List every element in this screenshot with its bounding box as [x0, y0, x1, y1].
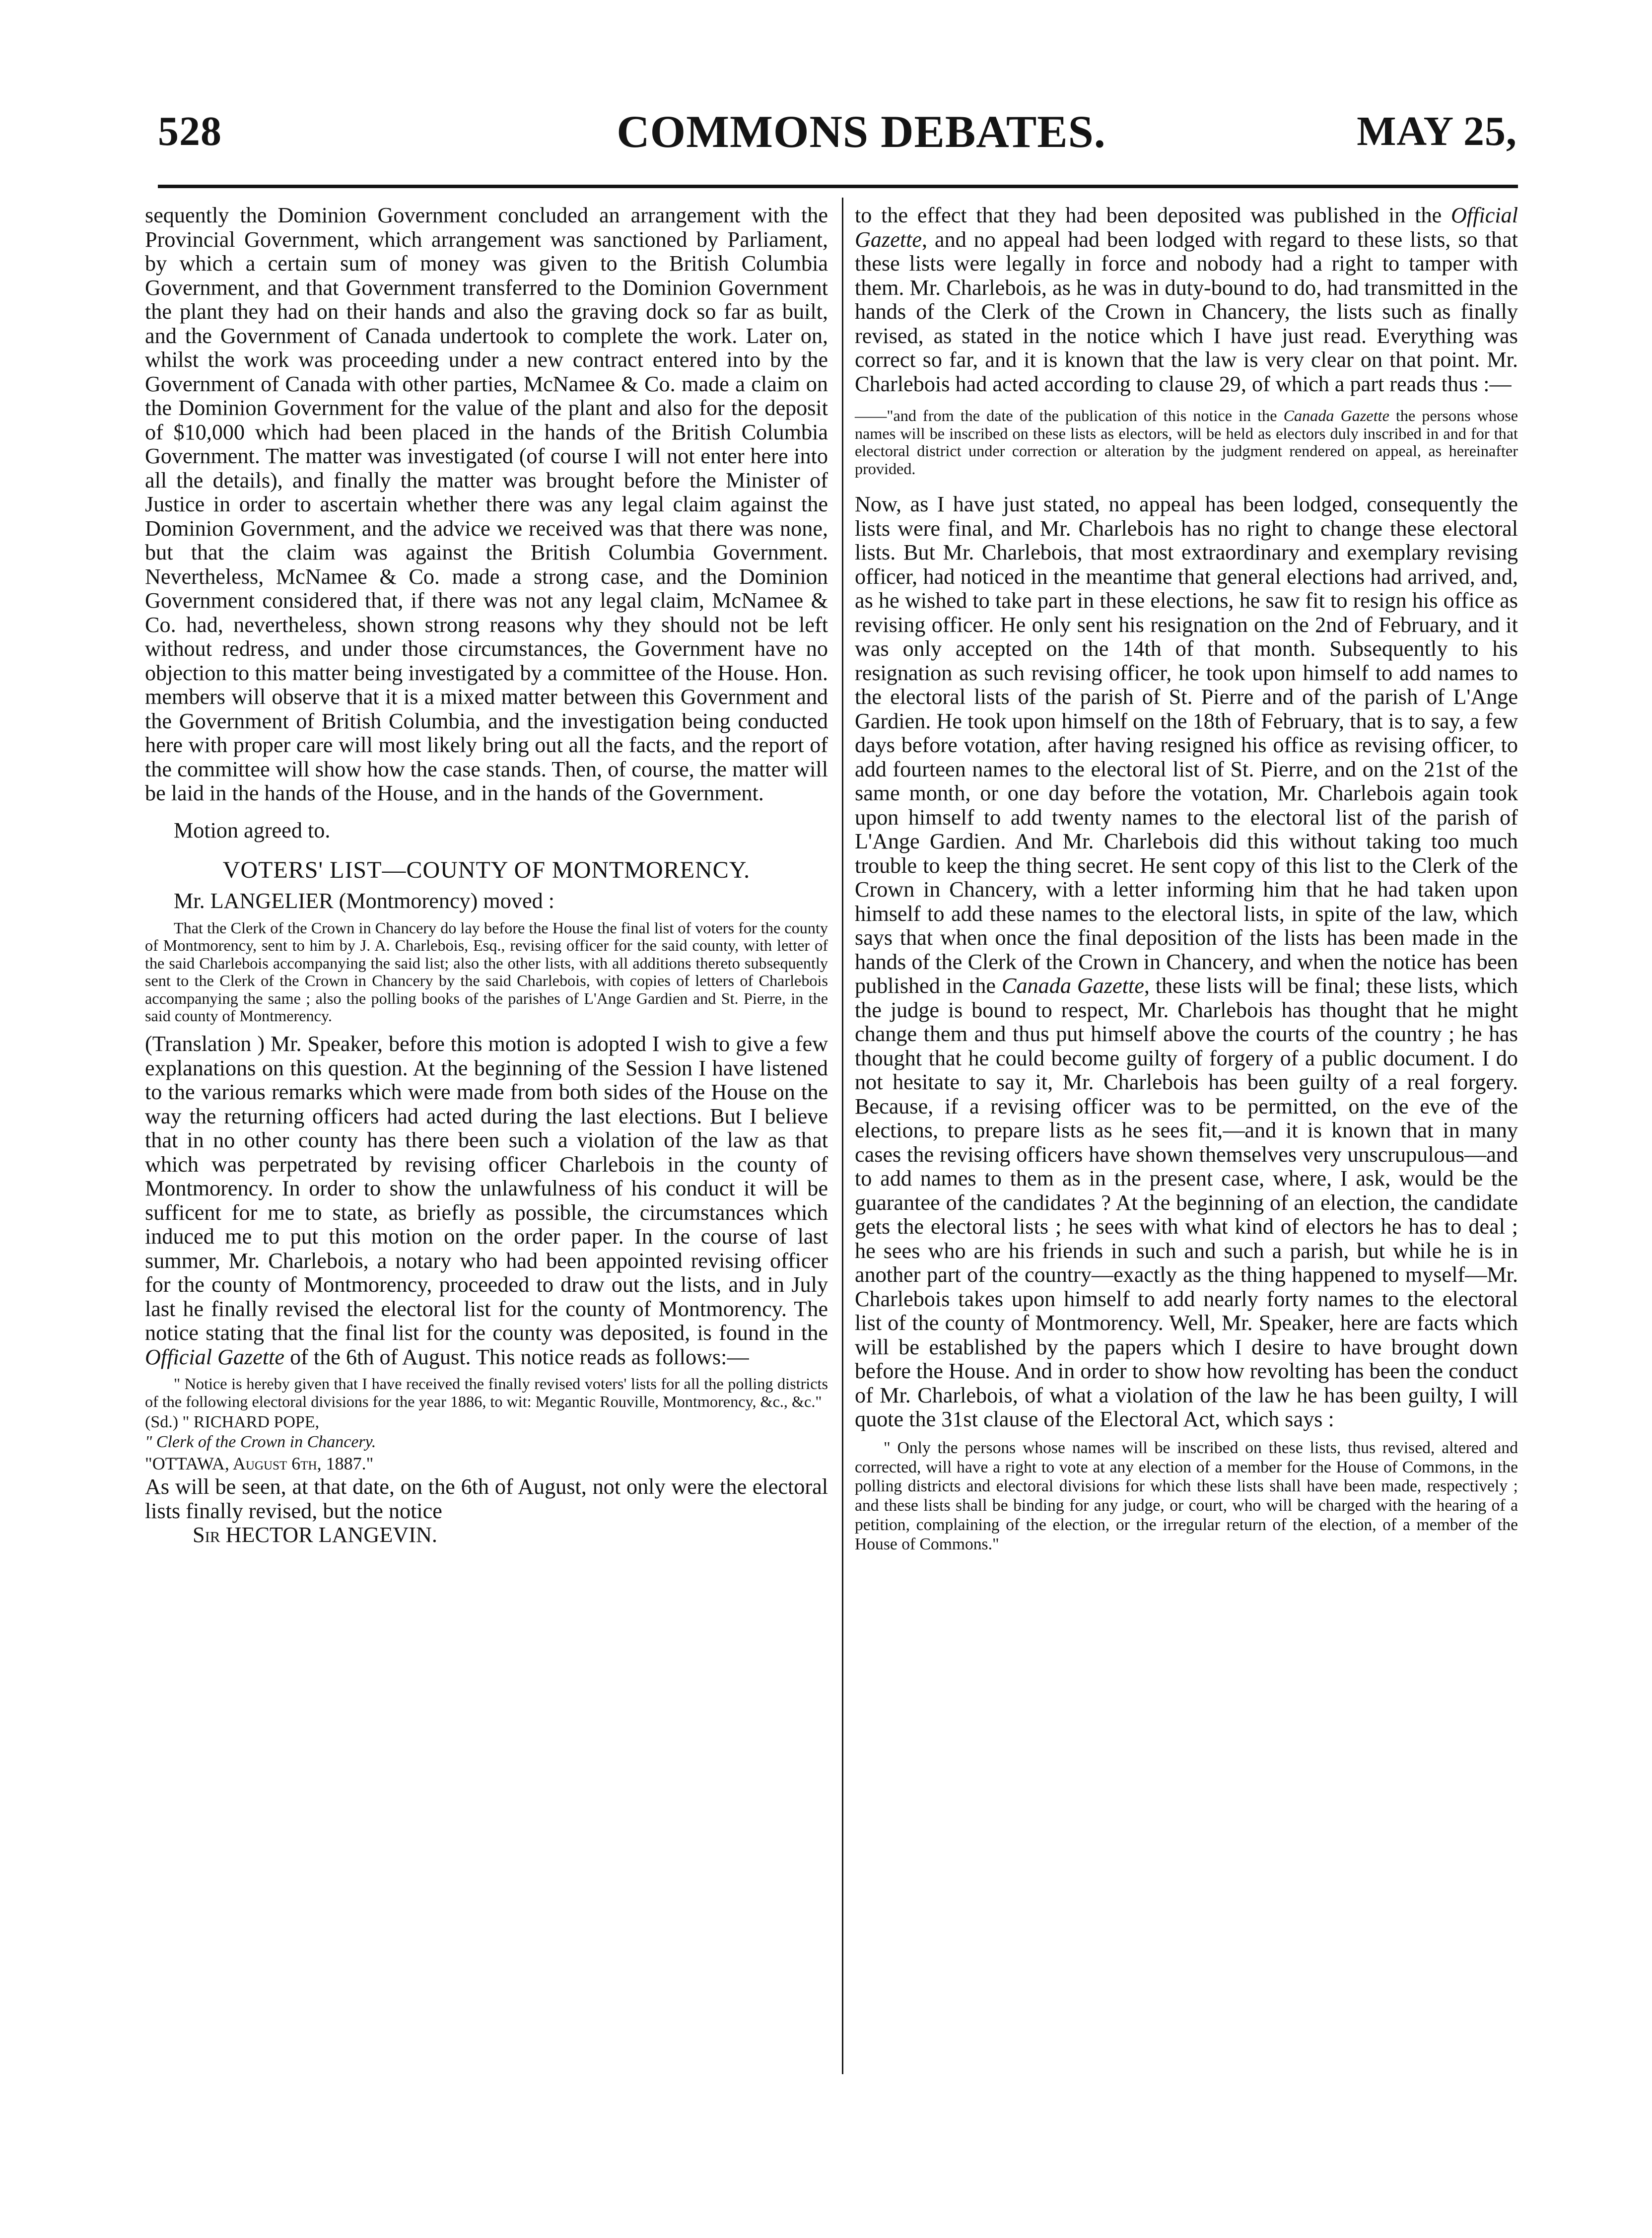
- paragraph: [855, 204, 1518, 396]
- signature-title: " Clerk of the Crown in Chancery.: [145, 1433, 376, 1452]
- text-run: the persons whose names will be inscribed on these lists as electors, will be held as electors duly inscribed in and for that electoral district under correction or alteration by the judgment rendered on appeal, as hereinafter provided.: [855, 407, 1518, 478]
- footer-speaker: Sir HECTOR LANGEVIN.: [193, 1523, 437, 1547]
- italic-text: Canada Gazette: [1283, 407, 1389, 424]
- signature-name: (Sd.) " RICHARD POPE,: [145, 1413, 320, 1432]
- paragraph: sequently the Dominion Government concluded an arrangement with the Provincial Government, which arrangement was sanctioned by Parliament, by which a certain sum of money was given to the British Columbia Government, and that Government transferred to the Dominion Government the plant they had on their hands and also the graving dock so far as built, and the Government of Canada undertook to complete the work. Later on, whilst the work was proceeding under a new contract entered into by the Government of Canada with other parties, McNamee & Co. made a claim on the Dominion Government for the value of the plant and also for the deposit of $10,000 which had been placed in the hands of the British Columbia Government. The matter was investigated (of course I will not enter here into all the details), and finally the matter was brought before the Minister of Justice in order to ascertain whether there was any legal claim against the Dominion Government, and the advice we received was that there was none, but that the claim was against the British Columbia Government. Nevertheless, McNamee & Co. made a strong case, and the Dominion Government considered that, if there was not any legal claim, McNamee & Co. had, nevertheless, shown strong reasons why they should not be left without redress, and under those circumstances, the Government have no objection to this matter being investigated by a committee of the House. Hon. members will observe that it is a mixed matter between this Government and the Government of British Columbia, and the investigation being conducted here with proper care will most likely bring out all the facts, and the report of the committee will show how the case stands. Then, of course, the matter will be laid in the hands of the House, and in the hands of the Government.: [145, 203, 828, 805]
- text-run: to the effect that they had been deposited was published in the: [855, 203, 1451, 227]
- page-number: 528: [158, 108, 222, 154]
- clause-quote: [855, 407, 1518, 478]
- motion-text: That the Clerk of the Crown in Chancery do lay before the House the final list of voters for the county of Montmorency, sent to him by J. A. Charlebois, Esq., revising officer for the said county, with letter of the said Charlebois accompanying the said list; also the other lists, with all additions thereto subsequently sent to the Clerk of the Crown in Chancery by the said Charlebois, with copies of letters of Charlebois accompanying the same ; also the polling books of the parishes of L'Ange Gardien and St. Pierre, in the said county of Montmerency.: [145, 918, 828, 1025]
- dateline: "OTTAWA, August 6th, 1887.": [145, 1454, 374, 1474]
- italic-text: Canada Gazette: [1001, 974, 1144, 998]
- text-run: ——"and from the date of the publication of this notice in the: [855, 407, 1284, 424]
- electoral-act-quote: " Only the persons whose names will be inscribed on these lists, thus revised, altered and corrected, will have a right to vote at any election of a member for the House of Commons, in the polling districts and electoral divisions for which these lists shall have been made, respectively ; and these lists shall be binding for any judge, or court, who will be charged with the hearing of a petition, complaining of the election, or the irregular return of the election, of a member of the House of Commons.": [855, 1438, 1518, 1553]
- paragraph: As will be seen, at that date, on the 6th of August, not only were the electoral lists finally revised, but the notice: [145, 1474, 828, 1523]
- page-title: COMMONS DEBATES.: [617, 106, 1106, 157]
- header-rule: [158, 185, 1518, 188]
- motion-agreed: Motion agreed to.: [174, 818, 331, 842]
- italic-text: Official Gazette: [855, 203, 1518, 252]
- notice-quote: " Notice is hereby given that I have received the finally revised voters' lists for all the polling districts of the following electoral divisions for the year 1886, to wit: Megantic Rouville, Montmorency, &c., &c.": [145, 1375, 828, 1410]
- italic-text: Official Gazette: [145, 1344, 285, 1369]
- column-divider: [842, 198, 843, 2074]
- text-run: of the 6th of August. This notice reads as follows:—: [284, 1344, 749, 1369]
- mover-line: Mr. LANGELIER (Montmorency) moved :: [174, 889, 555, 913]
- section-heading: VOTERS' LIST—COUNTY OF MONTMORENCY.: [222, 857, 751, 883]
- left-column: [145, 204, 828, 1547]
- paragraph: [855, 492, 1518, 1432]
- paragraph: [145, 1032, 828, 1369]
- right-column: [855, 204, 1518, 1569]
- text-run: (Translation ) Mr. Speaker, before this motion is adopted I wish to give a few explanations on this question. At the beginning of the Session I have listened to the various remarks which were made from both sides of the House on the way the returning officers had acted during the last elections. But I believe that in no other county has there been such a violation of the law as that which was perpetrated by revising officer Charlebois in the county of Montmorency. In order to show the unlawfulness of his conduct it will be sufficent for me to state, as briefly as possible, the circumstances which induced me to put this motion on the order paper. In the course of last summer, Mr. Charlebois, a notary who had been appointed revising officer for the county of Montmorency, proceeded to draw out the lists, and in July last he finally revised the electoral list for the county of Montmorency. The notice stating that the final list for the county was deposited, is found in the: [145, 1032, 828, 1345]
- text-run: , these lists will be final; these lists, which the judge is bound to respect, Mr. Charlebois has thought that he might change them and thus put himself above the courts of the country ; he has thought that he could become guilty of forgery of a public document. I do not hesitate to say it, Mr. Charlebois has been guilty of a real forgery. Because, if a revising officer was to be permitted, on the eve of the elections, to prepare lists as he sees fit,—and it is known that in many cases the revising officers have shown themselves very unscrupulous—and to add names to them as in the present case, where, I ask, would be the guarantee of the candidates ? At the beginning of an election, the candidate gets the electoral lists ; he sees with what kind of electors he has to deal ; he sees who are his friends in such and such a parish, but while he is in another part of the country—exactly as the thing happened to myself—Mr. Charlebois takes upon himself to add nearly forty names to the electoral list of the county of Montmorency. Well, Mr. Speaker, here are facts which will be established by the papers which I desire to have brought down before the House. And in order to show how revolting has been the conduct of Mr. Charlebois, of what a violation of the law he has been guilty, I will quote the 31st clause of the Electoral Act, which says :: [855, 974, 1518, 1432]
- text-run: Now, as I have just stated, no appeal has been lodged, consequently the lists were final, and Mr. Charlebois has no right to change these electoral lists. But Mr. Charlebois, that most extraordinary and exemplary revising officer, had noticed in the meantime that general elections had arrived, and, as he wished to take part in these elections, he saw fit to resign his office as revising officer. He only sent his resignation on the 2nd of February, and it was only accepted on the 14th of that month. Subsequently to his resignation as such revising officer, he took upon himself to add names to the electoral lists of the parish of St. Pierre and of the parish of L'Ange Gardien. He took upon himself on the 18th of February, that is to say, a few days before votation, after having resigned his office as revising officer, to add fourteen names to the electoral list of St. Pierre, and on the 21st of the same month, or one day before the votation, Mr. Charlebois again took upon himself to add twenty names to the electoral list of the parish of L'Ange Gardien. And Mr. Charlebois did this without taking too much trouble to keep the thing secret. He sent copy of this list to the Clerk of the Crown in Chancery, with a letter informing him that he had taken upon himself to add these names to the electoral lists, in spite of the law, which says that when once the final deposition of the lists has been made in the hands of the Clerk of the Crown in Chancery, and when the notice has been published in the: [855, 492, 1518, 998]
- page-date: MAY 25,: [1357, 108, 1517, 154]
- text-run: , and no appeal had been lodged with regard to these lists, so that these lists were legally in force and nobody had a right to tamper with them. Mr. Charlebois, as he was in duty-bound to do, had transmitted in the hands of the Clerk of the Crown in Chancery, the lists such as finally revised, as stated in the notice which I have just read. Everything was correct so far, and it is known that the law is very clear on that point. Mr. Charlebois had acted according to clause 29, of which a part reads thus :—: [855, 227, 1518, 396]
